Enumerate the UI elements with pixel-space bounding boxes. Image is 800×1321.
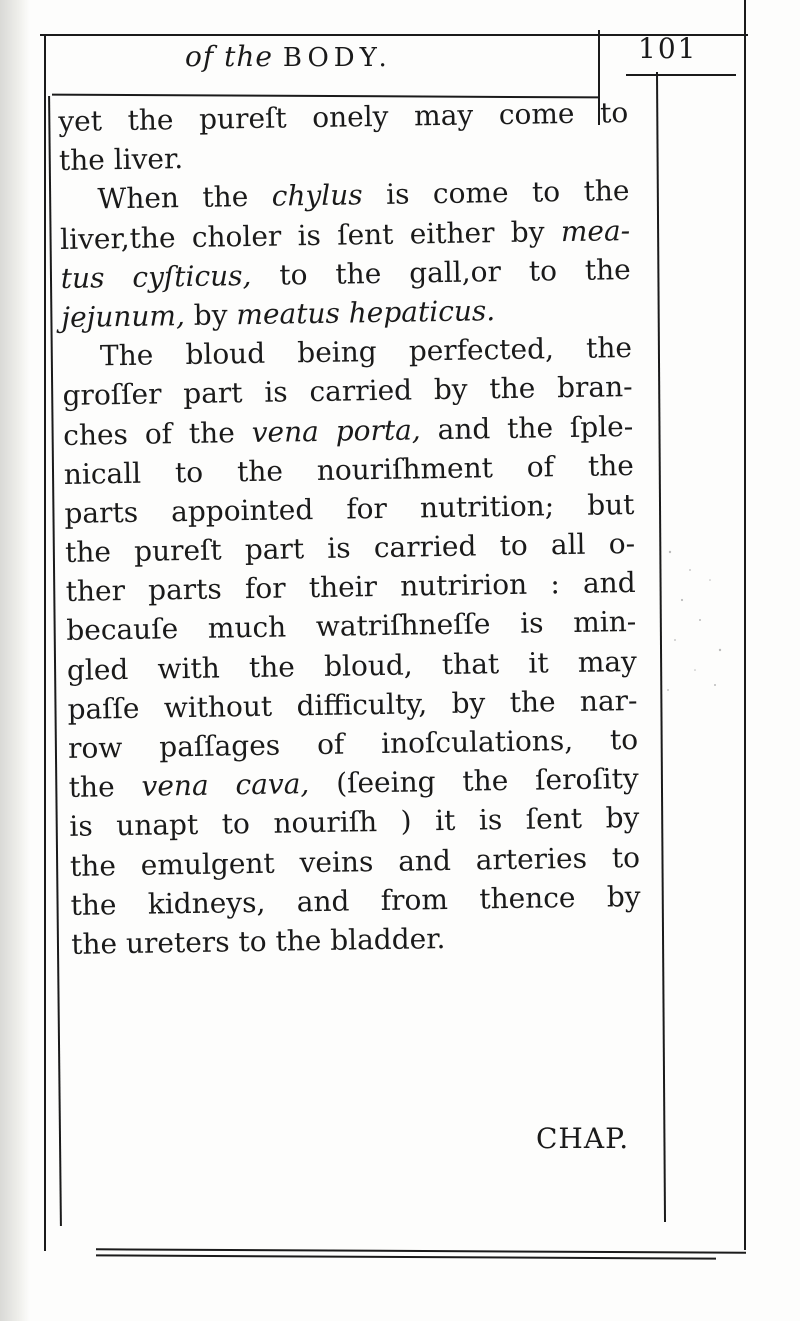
page-number: 101 [638, 32, 698, 65]
header-rule-right [626, 74, 736, 76]
text-line: the liver. [58, 142, 184, 178]
text-line: yet the pureſt onely may come to [58, 96, 629, 138]
running-head [185, 40, 392, 73]
text-line: The bloud being perfected, the [99, 331, 633, 373]
text-line: the kidneys, and from thence by [70, 879, 641, 922]
catchword: CHAP. [536, 1122, 630, 1155]
text-line: row paſſages of inoſculations, to [67, 722, 639, 765]
text-line: the ureters to the bladder. [70, 921, 446, 961]
text-line: When the chylus is come to the [97, 174, 630, 216]
text-line: ches of the vena porta, and the ſple- [62, 409, 634, 452]
running-head-italic: of the [185, 40, 273, 73]
left-border-rule [44, 36, 46, 1251]
text-line: the pureſt part is carried to all o- [64, 527, 636, 570]
text-line: paſſe without difficulty, by the nar- [67, 683, 638, 726]
text-line: jejunum, by meatus hepaticus. [61, 294, 496, 334]
paper-speckles-icon [660, 540, 740, 700]
running-head-caps: BODY. [282, 43, 392, 73]
text-line: the emulgent veins and arteries to [69, 840, 641, 883]
bottom-rule-double [96, 1254, 716, 1259]
text-line: is unapt to nouriſh ) it is ſent by [69, 801, 640, 844]
text-line: the vena cava, (ſeeing the ſeroſity [68, 762, 639, 805]
text-line: gled with the bloud, that it may [66, 644, 638, 687]
text-line: ther parts for their nutririon : and [65, 566, 636, 609]
text-line: parts appointed for nutrition; but [64, 487, 635, 530]
text-line: liver,the choler is ſent either by mea- [59, 213, 631, 256]
bottom-rule [96, 1248, 746, 1253]
text-line: becauſe much watriſhneſſe is min- [66, 605, 637, 648]
body-text [58, 93, 641, 964]
text-line: groſſer part is carried by the bran- [62, 370, 633, 413]
text-line: tus cyſticus, to the gall,or to the [60, 252, 631, 295]
text-line: nicall to the nouriſhment of the [63, 448, 635, 491]
right-border-rule [744, 0, 746, 1250]
page-gutter [0, 0, 30, 1321]
